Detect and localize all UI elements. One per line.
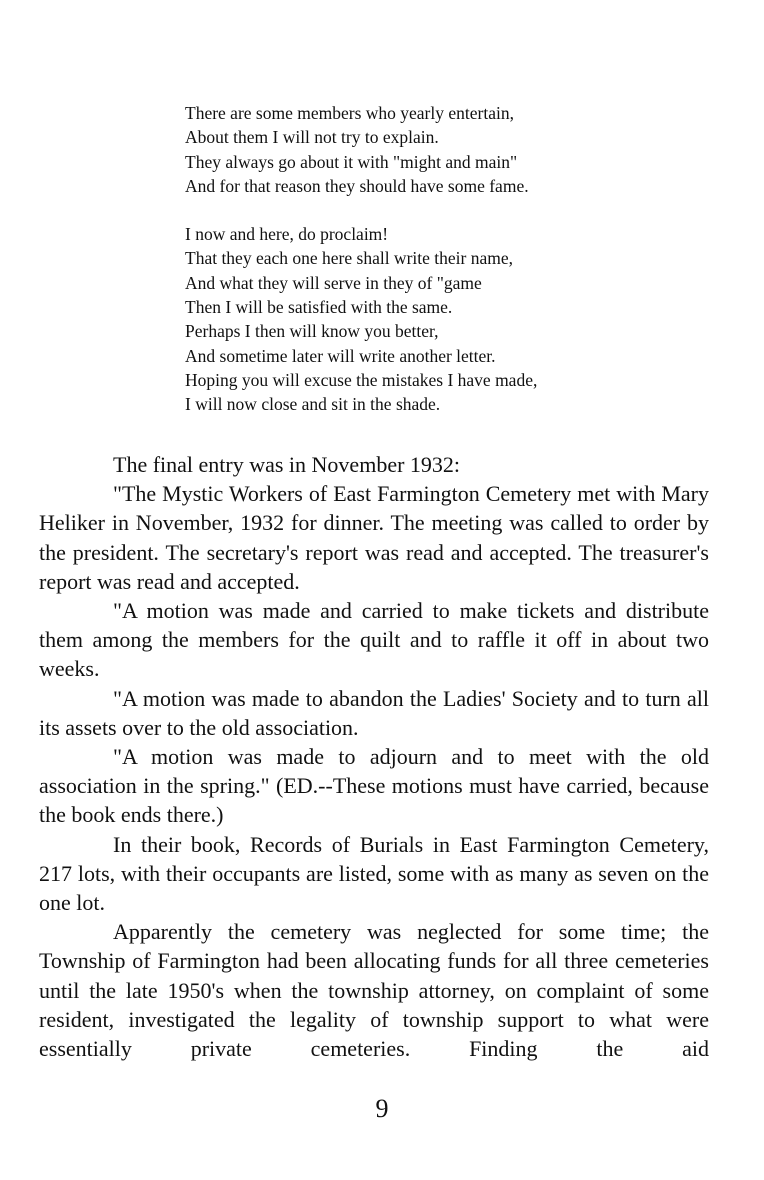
paragraph: "A motion was made to adjourn and to meet with the old association in the spring." (ED.--These motions must have carried, because the book ends there.): [39, 744, 709, 828]
paragraph: The final entry was in November 1932:: [113, 452, 461, 477]
paragraph: "A motion was made and carried to make tickets and distribute them among the members for the quilt and to raffle it off in about two weeks.: [39, 598, 709, 682]
poem-line: They always go about it with "might and main": [185, 151, 518, 172]
poem-line: And for that reason they should have some fame.: [185, 175, 529, 196]
poem-line: About them I will not try to explain.: [185, 127, 439, 148]
poem-line: I now and here, do proclaim!: [185, 224, 389, 245]
poem-line: I will now close and sit in the shade.: [185, 394, 441, 415]
body-text: [39, 450, 709, 1063]
poem-line: And what they will serve in they of "game: [185, 272, 482, 293]
poem-stanza-2: [185, 222, 705, 416]
poem-block: [185, 101, 705, 417]
poem-line: Perhaps I then will know you better,: [185, 321, 439, 342]
paragraph: Apparently the cemetery was neglected for some time; the Township of Farmington had been allocating funds for all three cemeteries until the late 1950's when the township attorney, on complaint of some resident, investigated the legality of township support to what were essentially private cemeteries. Finding the aid: [39, 919, 709, 1062]
paragraph: "A motion was made to abandon the Ladies' Society and to turn all its assets over to the old association.: [39, 685, 709, 740]
page-number: 9: [375, 1094, 389, 1123]
poem-line: That they each one here shall write their name,: [185, 248, 513, 269]
paragraph: In their book, Records of Burials in East Farmington Cemetery, 217 lots, with their occupants are listed, some with as many as seven on the one lot.: [39, 831, 709, 916]
poem-line: Hoping you will excuse the mistakes I have made,: [185, 369, 538, 390]
poem-stanza-1: [185, 101, 705, 198]
poem-line: There are some members who yearly entertain,: [185, 103, 514, 123]
poem-line: Then I will be satisfied with the same.: [185, 297, 453, 318]
paragraph: "The Mystic Workers of East Farmington Cemetery met with Mary Heliker in November, 1932 for dinner. The meeting was called to order by the president. The secretary's report was read and accepted. The treasurer's report was read and accepted.: [39, 481, 709, 594]
poem-line: And sometime later will write another letter.: [185, 345, 496, 366]
